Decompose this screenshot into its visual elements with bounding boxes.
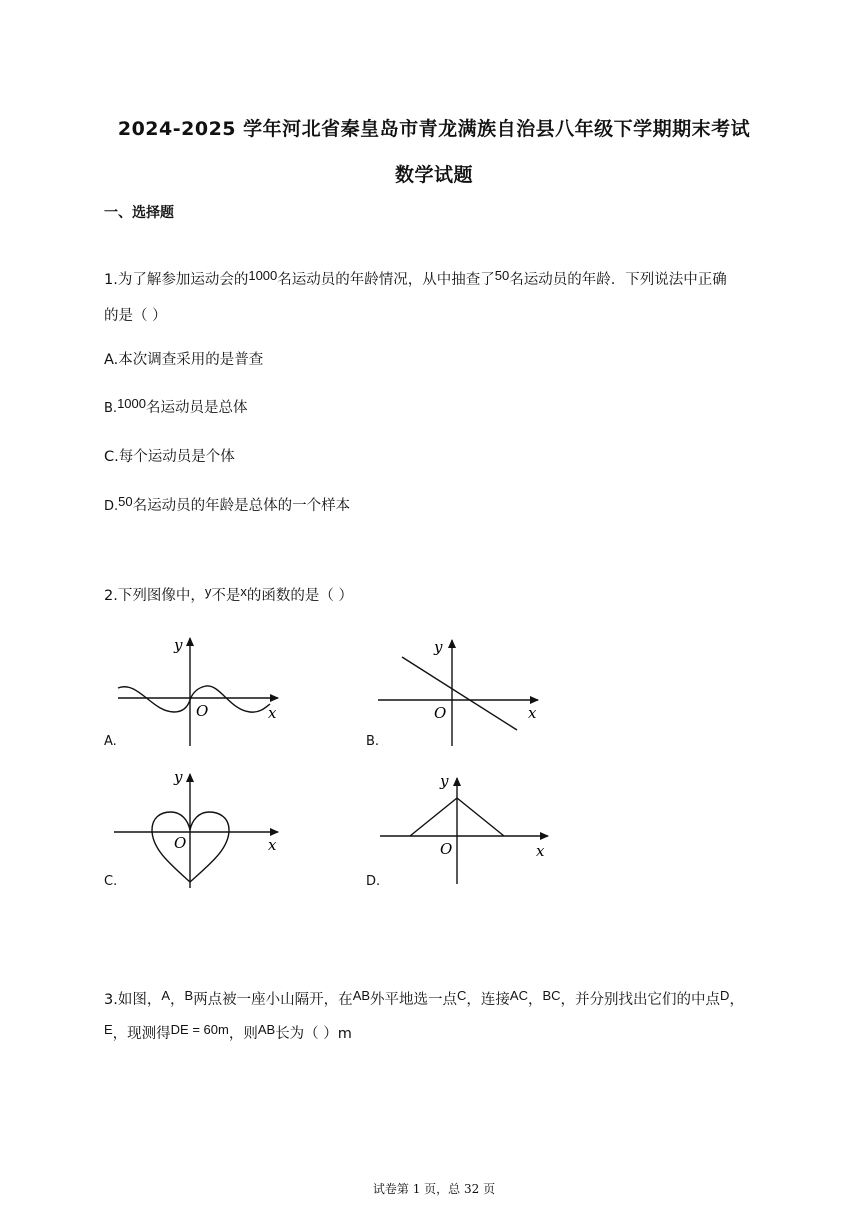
q2-option-a-label[interactable]: A.: [104, 734, 117, 749]
q2-option-c-label[interactable]: C.: [104, 874, 118, 889]
section-heading: 一、选择题: [104, 205, 174, 221]
q2-option-b-label[interactable]: B.: [366, 734, 380, 749]
question-3-line-1: 3.如图，A，B两点被一座小山隔开，在AB外平地选一点C，连接AC，BC，并分别找出它们的中点D，: [104, 988, 744, 1008]
question-1-line-1: 1.为了解参加运动会的1000名运动员的年龄情况，从中抽查了50名运动员的年龄．下列说法中正确: [104, 268, 727, 288]
x-axis-label: x: [536, 842, 545, 860]
q1-option-c[interactable]: C.每个运动员是个体: [104, 449, 235, 465]
origin-label: O: [440, 840, 453, 858]
y-axis-label: y: [174, 768, 183, 786]
x-axis-label: x: [528, 704, 537, 722]
q2-option-d-label[interactable]: D.: [366, 874, 381, 889]
q1-option-a[interactable]: A.本次调查采用的是普查: [104, 352, 264, 368]
q2-graph-b[interactable]: [370, 630, 550, 755]
q2-graph-d[interactable]: [370, 768, 560, 893]
y-axis-label: y: [440, 772, 449, 790]
y-axis-label: y: [434, 638, 443, 656]
origin-label: O: [196, 702, 209, 720]
page-subtitle: 数学试题: [394, 164, 473, 186]
q2-graph-c[interactable]: [100, 764, 300, 889]
question-1-line-2: 的是（ ）: [104, 308, 167, 324]
page-title: 2024-2025 学年河北省秦皇岛市青龙满族自治县八年级下学期期末考试: [117, 118, 751, 140]
y-axis-label: y: [174, 636, 183, 654]
q2-graph-a[interactable]: [100, 628, 300, 753]
x-axis-label: x: [268, 704, 277, 722]
x-axis-label: x: [268, 836, 277, 854]
question-2-stem: 2.下列图像中，y不是x的函数的是（ ）: [104, 584, 353, 604]
q1-option-d[interactable]: D.50名运动员的年龄是总体的一个样本: [104, 494, 351, 514]
origin-label: O: [174, 834, 187, 852]
page-footer: 试卷第 1 页，总 32 页: [372, 1182, 496, 1196]
q1-option-b[interactable]: B.1000名运动员是总体: [104, 396, 248, 416]
origin-label: O: [434, 704, 447, 722]
question-3-line-2: E，现测得DE = 60m，则AB长为（ ）m: [104, 1022, 352, 1042]
